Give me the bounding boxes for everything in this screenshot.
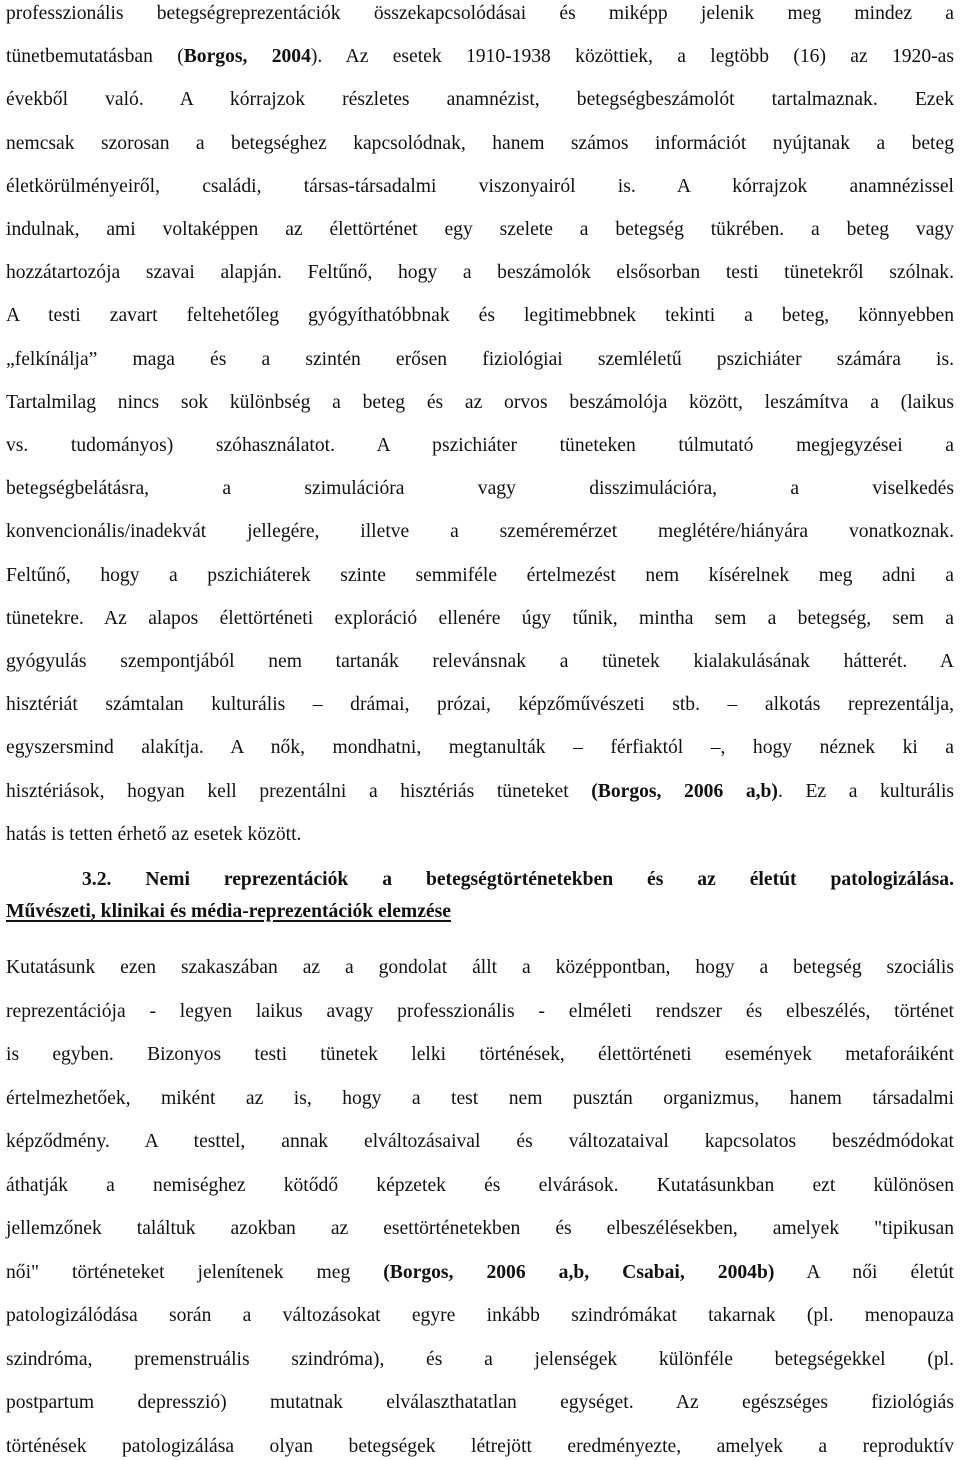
text-run: történések patologizálása olyan betegségek létrejött eredményezte, amelyek a reproduktív — [6, 1435, 954, 1457]
text-line — [6, 304, 954, 328]
text-line — [6, 348, 954, 372]
section-subheading: Művészeti, klinikai és média-reprezentációk elemzése — [6, 901, 451, 922]
text-run: Kutatásunk ezen szakaszában az a gondolat állt a középpontban, hogy a betegség szociális — [6, 957, 954, 978]
text-run: évekből való. A kórrajzok részletes anamnézist, betegségbeszámolót tartalmaznak. Ezek — [6, 89, 954, 111]
text-run: hisztériát számtalan kulturális – drámai, prózai, képzőművészeti stb. – alkotás reprezentálja, — [6, 694, 954, 716]
text-run: hatás is tetten érhető az esetek között. — [6, 823, 302, 845]
citation: (Borgos, 2006 a,b, Csabai, 2004b) — [383, 1261, 775, 1283]
text-line — [6, 434, 954, 458]
text-line — [6, 693, 954, 717]
text-run: áthatják a nemiséghez kötődő képzetek és elvárások. Kutatásunkban ezt különösen — [6, 1174, 954, 1196]
text-line — [6, 607, 954, 631]
text-run: értelmezhetőek, miként az is, hogy a test nem pusztán organizmus, hanem társadalmi — [6, 1087, 954, 1109]
text-line — [6, 1043, 954, 1067]
citation: Borgos, 2004 — [183, 46, 311, 68]
text-run: professzionális betegségreprezentációk összekapcsolódásai és miképp jelenik meg mindez a — [6, 3, 954, 24]
text-run: szindróma, premenstruális szindróma), és a jelenségek különféle betegségekkel (pl. — [6, 1348, 954, 1370]
text-run: „felkínálja” maga és a szintén erősen fiziológiai szemléletű pszichiáter számára is. — [6, 348, 954, 370]
text-line — [6, 218, 954, 242]
text-run: A testi zavart feltehetőleg gyógyíthatóbbnak és legitimebbnek tekinti a beteg, könnyebben — [6, 305, 954, 327]
text-line — [6, 1087, 954, 1111]
text-line — [6, 823, 954, 847]
text-run: hisztériások, hogyan kell prezentálni a hisztériás tüneteket — [6, 780, 592, 802]
text-run: jellemzőnek találtuk azokban az esettörténetekben és elbeszélésekben, amelyek "tipikusan — [6, 1218, 954, 1239]
text-line — [6, 1304, 954, 1328]
text-line — [6, 175, 954, 199]
text-run: . Ez a kulturális — [777, 780, 955, 802]
text-line — [6, 1435, 954, 1459]
text-run: Feltűnő, hogy a pszichiáterek szinte semmiféle értelmezést nem kísérelnek meg adni a — [6, 564, 954, 586]
text-run: ). Az esetek 1910-1938 közöttiek, a legtöbb (16) az 1920-as — [310, 46, 954, 68]
text-run: betegségbelátásra, a szimulációra vagy disszimulációra, a viselkedés — [6, 478, 954, 500]
text-line — [6, 1348, 954, 1372]
text-line — [6, 45, 954, 69]
text-run: postpartum depresszió) mutatnak elválaszthatatlan egységet. Az egészséges fiziológiás — [6, 1392, 954, 1413]
text-run: A női életút — [774, 1261, 954, 1283]
text-run: egyszersmind alakítja. A nők, mondhatni, megtanulták – férfiaktól –, hogy néznek ki a — [6, 737, 954, 759]
text-run: képződmény. A testtel, annak elváltozásaival és változataival kapcsolatos beszédmódokat — [6, 1131, 954, 1152]
text-run: indulnak, ami voltaképpen az élettörténet egy szelete a betegség tükrében. a beteg vagy — [6, 219, 954, 240]
text-line — [6, 1217, 954, 1241]
text-run: konvencionális/inadekvát jellegére, illetve a szeméremérzet meglétére/hiányára vonatkoznak. — [6, 521, 954, 543]
text-line — [6, 520, 954, 544]
citation: (Borgos, 2006 a,b) — [591, 780, 778, 802]
text-run: női" történeteket jelenítenek meg — [6, 1261, 384, 1283]
section-heading: 3.2. Nemi reprezentációk a betegségtörténetekben és az életút patologizálása. — [82, 869, 954, 890]
text-line — [6, 261, 954, 285]
text-line — [6, 1000, 954, 1024]
text-line — [6, 564, 954, 588]
text-run: patologizálódása során a változásokat egyre inkább szindrómákat takarnak (pl. menopauza — [6, 1305, 954, 1326]
text-line — [6, 132, 954, 156]
text-run: hozzátartozója szavai alapján. Feltűnő, hogy a beszámolók elsősorban testi tünetekről szólnak. — [6, 262, 954, 284]
text-line — [6, 1174, 954, 1198]
text-run: Tartalmilag nincs sok különbség a beteg és az orvos beszámolója között, leszámítva a (laikus — [6, 391, 954, 413]
text-run: tünetekre. Az alapos élettörténeti exploráció ellenére úgy tűnik, mintha sem a betegség, sem a — [6, 607, 954, 629]
text-line — [6, 736, 954, 760]
text-line — [6, 88, 954, 112]
text-line — [6, 780, 954, 804]
text-run: nemcsak szorosan a betegséghez kapcsolódnak, hanem számos információt nyújtanak a beteg — [6, 132, 954, 154]
text-line — [6, 1130, 954, 1154]
text-line — [6, 477, 954, 501]
text-run: tünetbemutatásban ( — [6, 46, 184, 68]
text-line — [6, 956, 954, 980]
text-line — [6, 650, 954, 674]
text-line — [6, 391, 954, 415]
text-run: gyógyulás szempontjából nem tartanák relevánsnak a tünetek kialakulásának hátterét. A — [6, 651, 954, 672]
text-run: reprezentációja - legyen laikus avagy professzionális - elméleti rendszer és elbeszélés, történet — [6, 1000, 954, 1022]
text-run: is egyben. Bizonyos testi tünetek lelki történések, élettörténeti események metaforáiként — [6, 1044, 954, 1065]
text-line — [6, 1391, 954, 1415]
text-line — [6, 2, 954, 26]
text-line — [6, 1261, 954, 1285]
text-run: vs. tudományos) szóhasználatot. A pszichiáter tüneteken túlmutató megjegyzései a — [6, 435, 954, 456]
text-run: életkörülményeiről, családi, társas-társadalmi viszonyairól is. A kórrajzok anamnézissel — [6, 175, 954, 197]
